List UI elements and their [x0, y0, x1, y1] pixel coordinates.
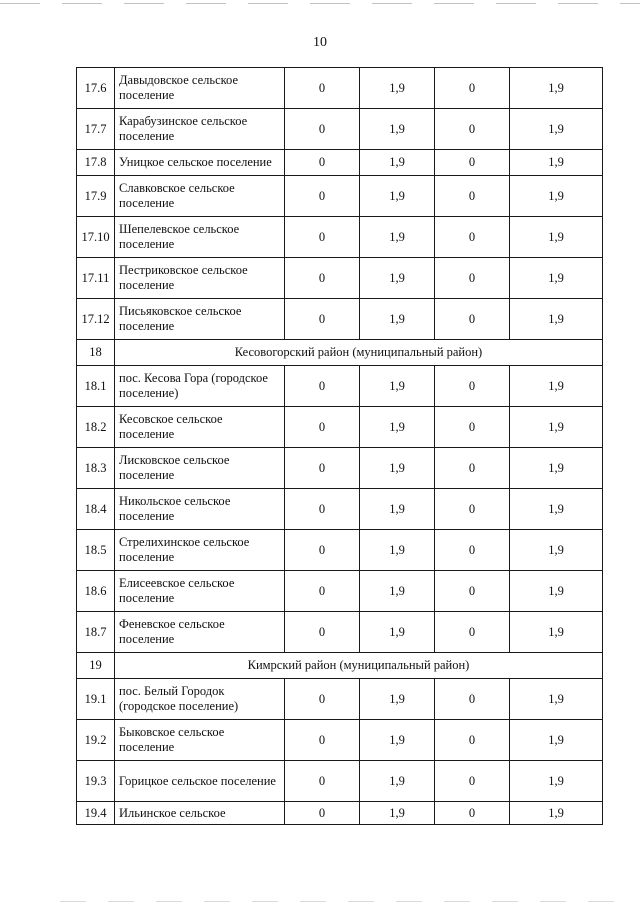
value-col-4: 1,9	[510, 761, 603, 802]
district-row	[77, 340, 603, 366]
value-col-1: 0	[285, 571, 360, 612]
value-col-1: 0	[285, 530, 360, 571]
value-col-2: 1,9	[360, 109, 435, 150]
value-col-2: 1,9	[360, 679, 435, 720]
settlement-name: Горицкое сельское поселение	[115, 761, 285, 802]
table-row	[77, 802, 603, 825]
value-col-2: 1,9	[360, 299, 435, 340]
value-col-1: 0	[285, 802, 360, 825]
value-col-3: 0	[435, 530, 510, 571]
value-col-2: 1,9	[360, 571, 435, 612]
value-col-2: 1,9	[360, 258, 435, 299]
value-col-3: 0	[435, 68, 510, 109]
settlement-name: Пестриковское сельское поселение	[115, 258, 285, 299]
table-row	[77, 448, 603, 489]
table-row	[77, 258, 603, 299]
value-col-4: 1,9	[510, 258, 603, 299]
value-col-1: 0	[285, 761, 360, 802]
value-col-3: 0	[435, 176, 510, 217]
district-row	[77, 653, 603, 679]
row-number: 17.12	[77, 299, 115, 340]
scan-edge-top	[0, 3, 640, 4]
settlement-name: Феневское сельское поселение	[115, 612, 285, 653]
row-number: 18.2	[77, 407, 115, 448]
settlement-name: Уницкое сельское поселение	[115, 150, 285, 176]
table-row	[77, 68, 603, 109]
settlements-table	[76, 67, 603, 825]
value-col-3: 0	[435, 761, 510, 802]
value-col-1: 0	[285, 150, 360, 176]
value-col-4: 1,9	[510, 530, 603, 571]
table-row	[77, 150, 603, 176]
settlement-name: Письяковское сельское поселение	[115, 299, 285, 340]
value-col-1: 0	[285, 720, 360, 761]
value-col-1: 0	[285, 407, 360, 448]
value-col-4: 1,9	[510, 802, 603, 825]
table-row	[77, 109, 603, 150]
table-row	[77, 366, 603, 407]
value-col-2: 1,9	[360, 217, 435, 258]
row-number: 19.4	[77, 802, 115, 825]
value-col-4: 1,9	[510, 448, 603, 489]
page-number: 10	[313, 35, 327, 50]
value-col-3: 0	[435, 366, 510, 407]
value-col-2: 1,9	[360, 68, 435, 109]
settlement-name: Карабузинское сельское поселение	[115, 109, 285, 150]
row-number: 17.7	[77, 109, 115, 150]
value-col-4: 1,9	[510, 407, 603, 448]
table-row	[77, 530, 603, 571]
scan-edge-bottom	[60, 901, 620, 902]
value-col-4: 1,9	[510, 299, 603, 340]
value-col-4: 1,9	[510, 176, 603, 217]
value-col-4: 1,9	[510, 109, 603, 150]
value-col-1: 0	[285, 176, 360, 217]
value-col-1: 0	[285, 299, 360, 340]
value-col-2: 1,9	[360, 407, 435, 448]
table-row	[77, 489, 603, 530]
value-col-2: 1,9	[360, 150, 435, 176]
settlement-name: пос. Кесова Гора (городское поселение)	[115, 366, 285, 407]
row-number: 19.3	[77, 761, 115, 802]
value-col-2: 1,9	[360, 612, 435, 653]
value-col-4: 1,9	[510, 366, 603, 407]
table-row	[77, 407, 603, 448]
value-col-3: 0	[435, 150, 510, 176]
value-col-3: 0	[435, 802, 510, 825]
value-col-3: 0	[435, 407, 510, 448]
table-row	[77, 299, 603, 340]
settlement-name: Кесовское сельское поселение	[115, 407, 285, 448]
value-col-3: 0	[435, 299, 510, 340]
table-row	[77, 217, 603, 258]
settlement-name: Быковское сельское поселение	[115, 720, 285, 761]
district-title: Кимрский район (муниципальный район)	[115, 653, 603, 679]
row-number: 18.5	[77, 530, 115, 571]
table-row	[77, 761, 603, 802]
value-col-3: 0	[435, 109, 510, 150]
value-col-2: 1,9	[360, 530, 435, 571]
value-col-3: 0	[435, 679, 510, 720]
settlement-name: Стрелихинское сельское поселение	[115, 530, 285, 571]
row-number: 17.11	[77, 258, 115, 299]
settlement-name: Шепелевское сельское поселение	[115, 217, 285, 258]
value-col-4: 1,9	[510, 217, 603, 258]
value-col-4: 1,9	[510, 679, 603, 720]
value-col-4: 1,9	[510, 571, 603, 612]
table-row	[77, 612, 603, 653]
row-number: 18.4	[77, 489, 115, 530]
value-col-2: 1,9	[360, 489, 435, 530]
row-number: 17.9	[77, 176, 115, 217]
value-col-2: 1,9	[360, 802, 435, 825]
row-number: 19.2	[77, 720, 115, 761]
settlement-name: Давыдовское сельское поселение	[115, 68, 285, 109]
value-col-3: 0	[435, 258, 510, 299]
value-col-1: 0	[285, 258, 360, 299]
value-col-2: 1,9	[360, 720, 435, 761]
value-col-4: 1,9	[510, 720, 603, 761]
settlement-name: Лисковское сельское поселение	[115, 448, 285, 489]
row-number: 17.10	[77, 217, 115, 258]
value-col-1: 0	[285, 679, 360, 720]
value-col-3: 0	[435, 571, 510, 612]
value-col-3: 0	[435, 612, 510, 653]
district-title: Кесовогорский район (муниципальный район)	[115, 340, 603, 366]
value-col-2: 1,9	[360, 761, 435, 802]
value-col-2: 1,9	[360, 176, 435, 217]
value-col-1: 0	[285, 448, 360, 489]
row-number: 18.1	[77, 366, 115, 407]
row-number: 19	[77, 653, 115, 679]
table-row	[77, 679, 603, 720]
settlement-name: Елисеевское сельское поселение	[115, 571, 285, 612]
row-number: 18.3	[77, 448, 115, 489]
row-number: 18.6	[77, 571, 115, 612]
settlement-name: Славковское сельское поселение	[115, 176, 285, 217]
settlement-name: пос. Белый Городок (городское поселение)	[115, 679, 285, 720]
table-row	[77, 176, 603, 217]
row-number: 18	[77, 340, 115, 366]
row-number: 17.8	[77, 150, 115, 176]
row-number: 18.7	[77, 612, 115, 653]
table-row	[77, 720, 603, 761]
value-col-4: 1,9	[510, 68, 603, 109]
value-col-3: 0	[435, 720, 510, 761]
value-col-2: 1,9	[360, 366, 435, 407]
settlement-name: Никольское сельское поселение	[115, 489, 285, 530]
value-col-3: 0	[435, 448, 510, 489]
value-col-1: 0	[285, 217, 360, 258]
value-col-1: 0	[285, 612, 360, 653]
row-number: 17.6	[77, 68, 115, 109]
value-col-4: 1,9	[510, 489, 603, 530]
value-col-1: 0	[285, 109, 360, 150]
value-col-1: 0	[285, 68, 360, 109]
value-col-1: 0	[285, 366, 360, 407]
value-col-3: 0	[435, 217, 510, 258]
row-number: 19.1	[77, 679, 115, 720]
table-row	[77, 571, 603, 612]
value-col-3: 0	[435, 489, 510, 530]
settlement-name: Ильинское сельское	[115, 802, 285, 825]
value-col-1: 0	[285, 489, 360, 530]
value-col-4: 1,9	[510, 150, 603, 176]
value-col-2: 1,9	[360, 448, 435, 489]
value-col-4: 1,9	[510, 612, 603, 653]
